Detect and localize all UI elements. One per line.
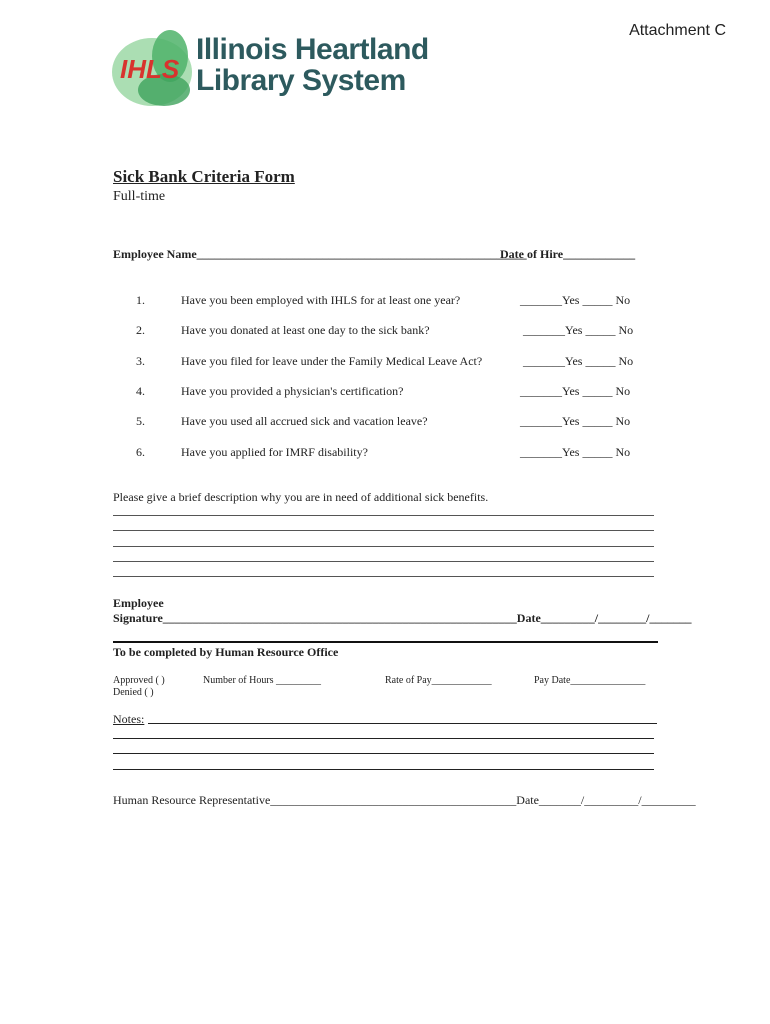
section-divider — [113, 641, 658, 643]
question-text: Have you used all accrued sick and vacation leave? — [181, 414, 428, 428]
question-text: Have you applied for IMRF disability? — [181, 445, 368, 459]
hr-section-title: To be completed by Human Resource Office — [113, 645, 339, 659]
question-number: 6. — [136, 445, 145, 459]
yes-no-answer[interactable]: _______Yes _____ No — [523, 354, 634, 368]
question-number: 4. — [136, 384, 145, 398]
signature-date-line[interactable]: Signature___________________________________________________________Date_________/________/_______ — [113, 611, 692, 625]
question-text: Have you been employed with IHLS for at least one year? — [181, 293, 461, 307]
yes-no-answer[interactable]: _______Yes _____ No — [520, 293, 631, 307]
notes-line[interactable] — [113, 738, 654, 739]
logo-line2: Library System — [196, 64, 406, 97]
question-number: 2. — [136, 323, 145, 337]
notes-line[interactable] — [113, 769, 654, 770]
form-title: Sick Bank Criteria Form — [113, 167, 295, 186]
question-text: Have you filed for leave under the Family Medical Leave Act? — [181, 354, 483, 368]
attachment-label: Attachment C — [629, 22, 726, 39]
signature-label: Employee — [113, 596, 164, 610]
description-prompt: Please give a brief description why you are in need of additional sick benefits. — [113, 490, 489, 504]
form-subtitle: Full-time — [113, 189, 166, 204]
question-text: Have you provided a physician's certification? — [181, 384, 404, 398]
notes-line[interactable] — [113, 753, 654, 754]
denied-checkbox[interactable]: Denied ( ) — [113, 687, 154, 698]
yes-no-answer[interactable]: _______Yes _____ No — [520, 414, 631, 428]
logo-line1: Illinois Heartland — [196, 33, 429, 66]
notes-label: Notes: — [113, 712, 145, 726]
hr-representative-line[interactable]: Human Resource Representative_________________________________________Date_______/_________/_________ — [113, 793, 696, 807]
yes-no-answer[interactable]: _______Yes _____ No — [520, 445, 631, 459]
description-line[interactable] — [113, 561, 654, 562]
notes-line[interactable] — [148, 723, 657, 724]
date-of-hire-field[interactable]: Date of Hire____________ — [500, 247, 636, 261]
question-number: 1. — [136, 293, 145, 307]
employee-name-field[interactable]: Employee Name_______________________________________________________ — [113, 247, 527, 261]
signature-row[interactable] — [113, 596, 691, 626]
hours-field[interactable]: Number of Hours _________ — [203, 675, 322, 686]
question-text: Have you donated at least one day to the sick bank? — [181, 323, 430, 337]
description-line[interactable] — [113, 576, 654, 577]
logo-name — [196, 34, 429, 96]
approved-checkbox[interactable]: Approved ( ) — [113, 675, 165, 686]
yes-no-answer[interactable]: _______Yes _____ No — [523, 323, 634, 337]
question-number: 5. — [136, 414, 145, 428]
pay-date-field[interactable]: Pay Date_______________ — [534, 675, 646, 686]
description-line[interactable] — [113, 515, 654, 516]
description-line[interactable] — [113, 546, 654, 547]
yes-no-answer[interactable]: _______Yes _____ No — [520, 384, 631, 398]
description-line[interactable] — [113, 530, 654, 531]
question-number: 3. — [136, 354, 145, 368]
logo-abbrev: IHLS — [120, 54, 180, 84]
rate-of-pay-field[interactable]: Rate of Pay____________ — [385, 675, 492, 686]
